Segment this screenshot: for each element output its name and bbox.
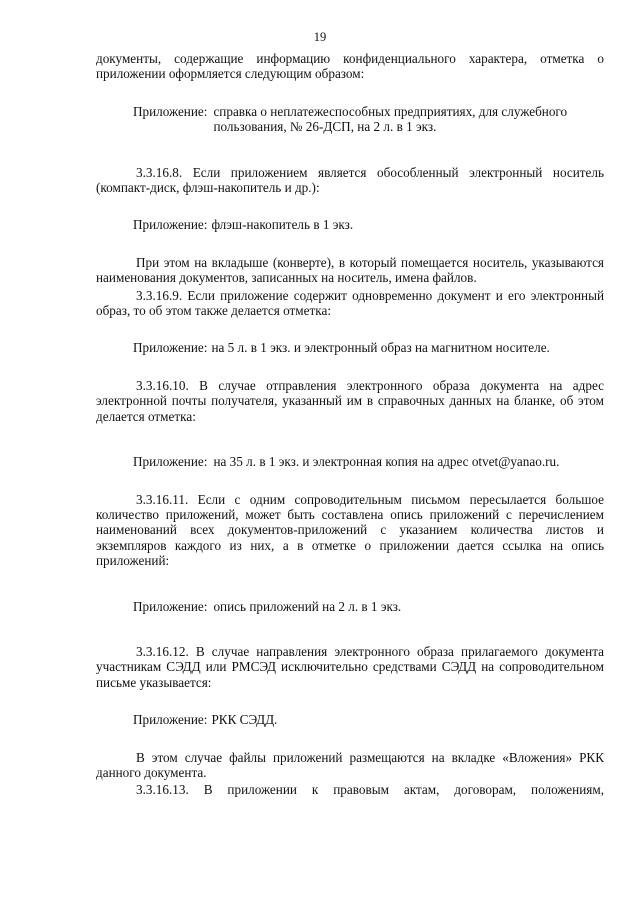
attachment-note-rkk bbox=[133, 712, 604, 727]
paragraph-3-3-16-8: 3.3.16.8. Если приложением является обособленный электронный носитель (компакт-диск, флэш-накопитель и др.): bbox=[96, 164, 604, 196]
paragraph-3-3-16-12: 3.3.16.12. В случае направления электронного образа прилагаемого документа участникам СЭДД или РМСЭД исключительно средствами СЭДД на сопроводительном письме указывается: bbox=[96, 643, 604, 690]
attachment-label: Приложение: bbox=[133, 454, 208, 470]
attachment-note-email bbox=[133, 454, 604, 469]
attachment-note-inventory bbox=[133, 599, 604, 614]
attachment-label: Приложение: bbox=[133, 103, 208, 119]
paragraph-files-attachments-tab: В этом случае файлы приложений размещаются на вкладке «Вложения» РКК данного документа. bbox=[96, 749, 604, 780]
paragraph-3-3-16-9: 3.3.16.9. Если приложение содержит одновременно документ и его электронный образ, то об этом также делается отметка: bbox=[96, 287, 604, 319]
attachment-label: Приложение: bbox=[133, 340, 208, 356]
attachment-label: Приложение: bbox=[133, 598, 208, 614]
attachment-value: на 35 л. в 1 экз. и электронная копия на адрес otvet@yanao.ru. bbox=[213, 454, 560, 470]
paragraph-3-3-16-13: 3.3.16.13. В приложении к правовым актам, договорам, положениям, bbox=[136, 782, 604, 798]
paragraph-carrier-insert: При этом на вкладыше (конверте), в который помещается носитель, указываются наименования документов, записанных на носитель, имена файлов. bbox=[96, 254, 604, 286]
attachment-label: Приложение: bbox=[133, 217, 208, 233]
attachment-note-magnetic bbox=[133, 340, 604, 355]
attachment-note-flash bbox=[133, 217, 604, 232]
attachment-value: РКК СЭДД. bbox=[211, 712, 278, 728]
attachment-value: справка о неплатежеспособных предприятиях, для служебного пользования, № 26-ДСП, на 2 л. в 1 экз. bbox=[213, 103, 568, 135]
attachment-value: на 5 л. в 1 экз. и электронный образ на магнитном носителе. bbox=[211, 340, 550, 356]
attachment-value: опись приложений на 2 л. в 1 экз. bbox=[213, 598, 402, 614]
paragraph-3-3-16-11: 3.3.16.11. Если с одним сопроводительным письмом пересылается большое количество приложений, может быть составлена опись приложений с перечислением наименований всех документов-приложений с указанием количества листов и экземпляров каждого из них, а в отметке о приложении дается ссылка на опись приложений: bbox=[96, 491, 604, 569]
attachment-note-dsp bbox=[133, 104, 604, 135]
document-body bbox=[96, 51, 604, 798]
paragraph-intro: документы, содержащие информацию конфиденциального характера, отметка о приложении оформляется следующим образом: bbox=[96, 51, 604, 82]
page-number: 19 bbox=[313, 30, 327, 44]
paragraph-3-3-16-10: 3.3.16.10. В случае отправления электронного образа документа на адрес электронной почты получателя, указанный им в справочных данных на бланке, об этом делается отметка: bbox=[96, 377, 604, 424]
attachment-value: флэш-накопитель в 1 экз. bbox=[211, 217, 354, 233]
attachment-label: Приложение: bbox=[133, 712, 208, 728]
